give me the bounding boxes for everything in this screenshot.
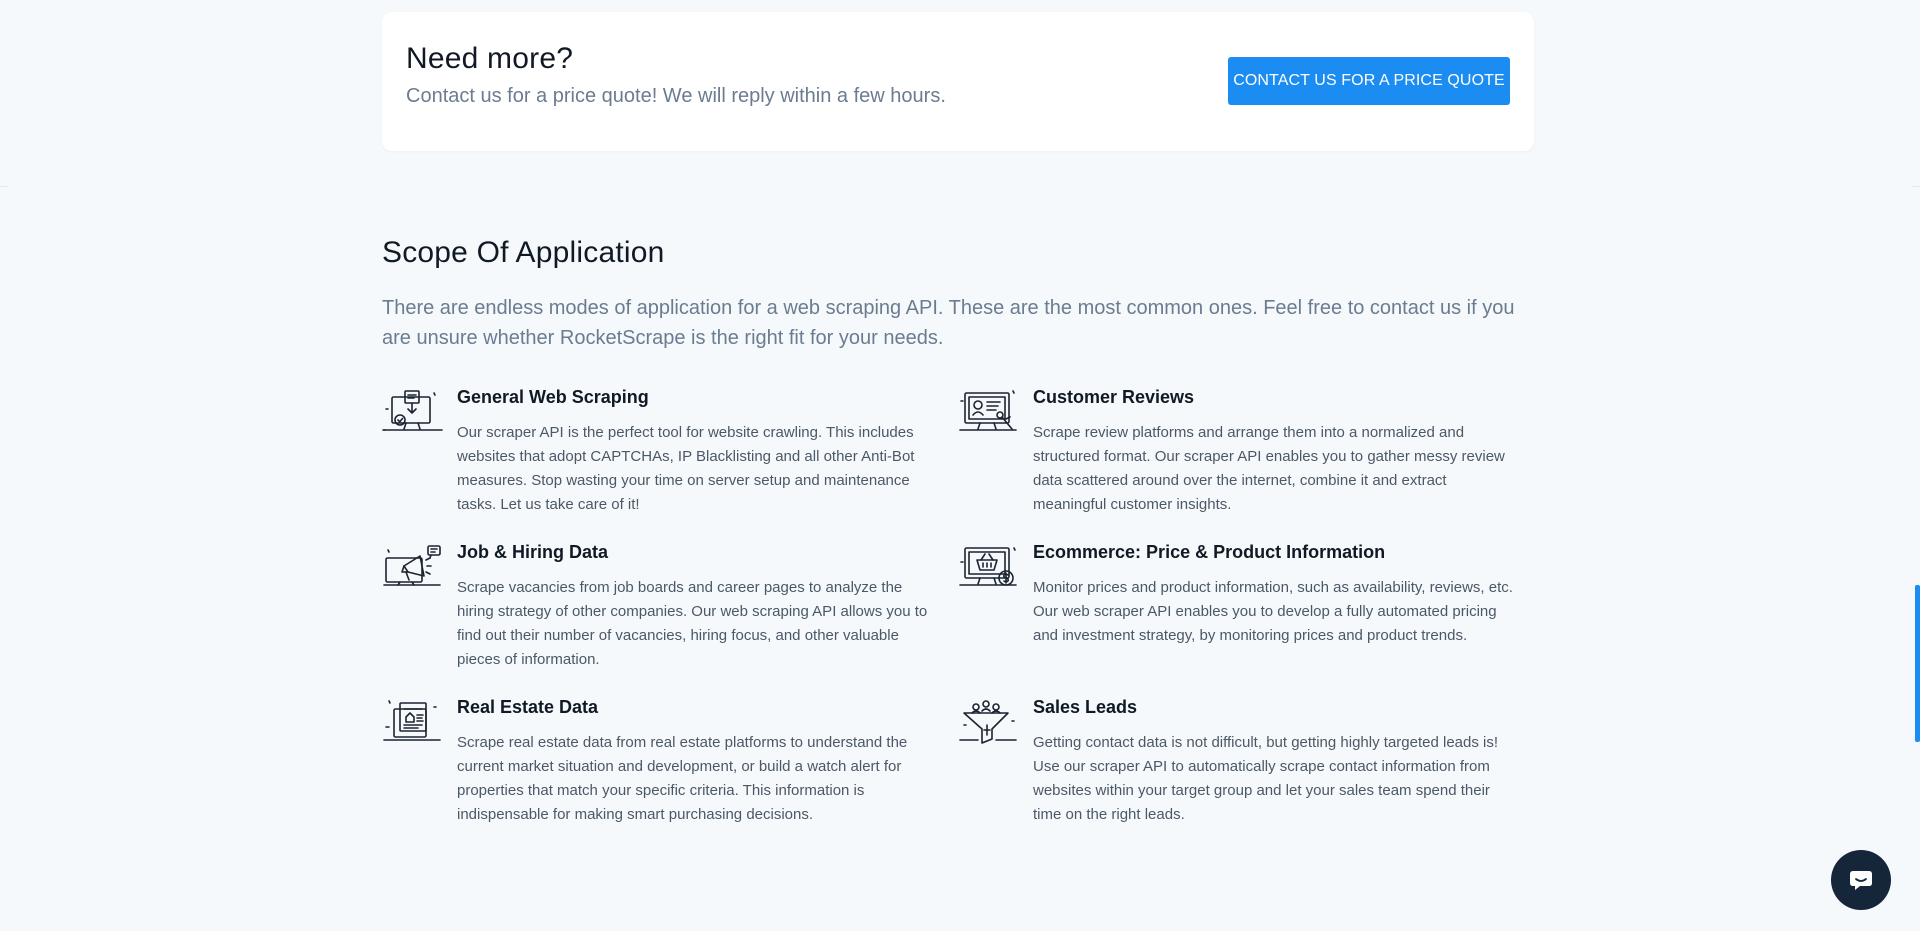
customer-reviews-icon (958, 387, 1020, 439)
cta-title: Need more? (406, 42, 574, 75)
section-divider-left (0, 186, 8, 187)
scope-intro: There are endless modes of application for a web scraping API. These are the most common ones. Feel free to contact us if you are unsure whether RocketScrape is the right fit for your needs. (382, 297, 1515, 349)
sales-leads-icon (958, 697, 1020, 749)
feature-title: Sales Leads (1033, 697, 1138, 717)
feature-description: Scrape review platforms and arrange them into a normalized and structured format. Our scraper API enables you to gather messy review data scattered around over the internet, combine it and extract meaningful customer insights. (1033, 424, 1505, 513)
feature-description: Monitor prices and product information, such as availability, reviews, etc. Our web scraper API enables you to develop a fully automated pricing and investment strategy, by monitoring prices and product trends. (1033, 579, 1513, 644)
web-scraping-icon (382, 387, 444, 439)
feature-description: Scrape vacancies from job boards and career pages to analyze the hiring strategy of other companies. Our web scraping API allows you to find out their number of vacancies, hiring focus, and other valuable pieces of information. (457, 579, 928, 668)
section-divider-right (1912, 186, 1920, 187)
feature-title: Real Estate Data (457, 697, 599, 717)
job-hiring-icon (382, 542, 444, 594)
feature-title: Job & Hiring Data (457, 542, 609, 562)
chat-launcher-button[interactable] (1831, 850, 1891, 910)
feature-title: General Web Scraping (457, 387, 649, 407)
real-estate-icon (382, 697, 444, 749)
scrollbar-thumb[interactable] (1915, 585, 1920, 742)
price-quote-card (382, 12, 1534, 151)
cta-subtitle: Contact us for a price quote! We will reply within a few hours. (406, 85, 946, 107)
feature-title: Customer Reviews (1033, 387, 1195, 407)
feature-description: Scrape real estate data from real estate platforms to understand the current market situation and development, or build a watch alert for properties that match your specific criteria. This information is indispensable for making smart purchasing decisions. (457, 734, 908, 823)
feature-description: Our scraper API is the perfect tool for website crawling. This includes websites that adopt CAPTCHAs, IP Blacklisting and all other Anti-Bot measures. Stop wasting your time on server setup and maintenance tasks. Let us take care of it! (457, 424, 915, 513)
contact-price-quote-button[interactable]: CONTACT US FOR A PRICE QUOTE (1228, 57, 1510, 105)
ecommerce-icon (958, 542, 1020, 594)
feature-description: Getting contact data is not difficult, but getting highly targeted leads is! Use our scraper API to automatically scrape contact information from websites within your target group and let your sales team spend their time on the right leads. (1033, 734, 1499, 823)
scope-title: Scope Of Application (382, 236, 665, 269)
feature-title: Ecommerce: Price & Product Information (1033, 542, 1386, 562)
chat-bubble-icon (1847, 866, 1875, 894)
